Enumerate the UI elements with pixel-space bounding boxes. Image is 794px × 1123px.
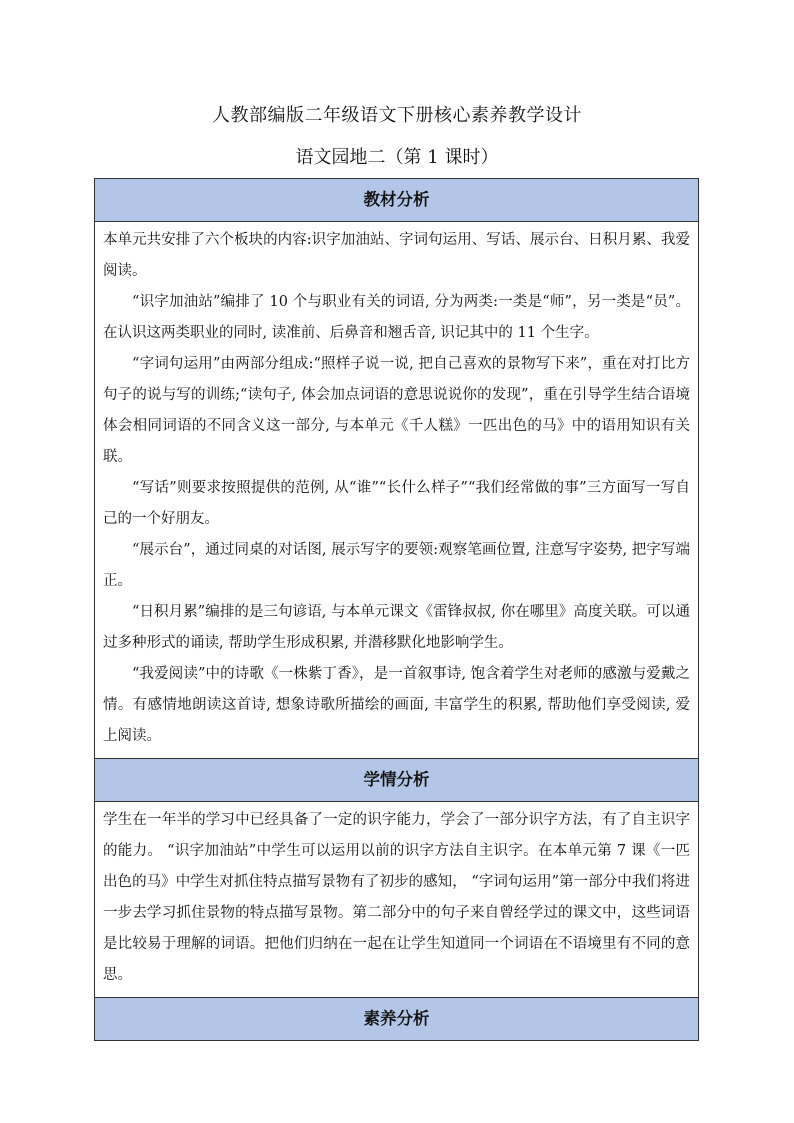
section-body-material (95, 222, 698, 759)
material-paragraph: 本单元共安排了六个板块的内容:识字加油站、字词句运用、写话、展示台、日积月累、我爱阅读。 (103, 232, 690, 279)
material-paragraph: “识字加油站”编排了 10 个与职业有关的词语, 分为两类:一类是“师”，另一类是“员”。在认识这两类职业的同时, 读准前、后鼻音和翘舌音, 识记其中的 11 个生字。 (103, 294, 690, 341)
section-header-literacy: 素养分析 (95, 998, 698, 1040)
lesson-table (94, 178, 699, 1041)
section-header-material: 教材分析 (95, 179, 698, 222)
learner-paragraph: 学生在一年半的学习中已经具备了一定的识字能力，学会了一部分识字方法，有了自主识字的能力。 “识字加油站”中学生可以运用以前的识字方法自主识字。在本单元第 7 课《一匹出色的马》中学生对抓住特点描写景物有了初步的感知， “字词句运用”第一部分中我们将进一步去学习抓住景物的特点描写景物。第二部分中的句子来自曾经学过的课文中，这些词语是比较易于理解的词语。把他们归纳在一起在让学生知道同一个词语在不语境里有不同的意思。 (103, 812, 690, 983)
material-paragraph: “我爱阅读”中的诗歌《一株紫丁香》，是一首叙事诗, 饱含着学生对老师的感激与爱戴之情。有感情地朗读这首诗, 想象诗歌所描绘的画面, 丰富学生的积累, 帮助他们享受阅读, 爱上阅读。 (103, 666, 690, 744)
section-header-learner: 学情分析 (95, 759, 698, 802)
section-body-learner (95, 802, 698, 998)
document-title: 人教部编版二年级语文下册核心素养教学设计 (212, 105, 582, 126)
material-paragraph: “日积月累”编排的是三句谚语, 与本单元课文《雷锋叔叔, 你在哪里》高度关联。可以通过多种形式的诵读, 帮助学生形成积累, 并潜移默化地影响学生。 (103, 604, 690, 651)
material-paragraph: “展示台”，通过同桌的对话图, 展示写字的要领:观察笔画位置, 注意写字姿势, 把字写端正。 (103, 542, 690, 589)
material-paragraph: “字词句运用”由两部分组成:“照样子说一说, 把自己喜欢的景物写下来”，重在对打比方句子的说与写的训练;“读句子, 体会加点词语的意思说说你的发现”，重在引导学生结合语境体会相同词语的不同含义这一部分, 与本单元《千人糕》一匹出色的马》中的语用知识有关联。 (103, 356, 690, 465)
lesson-subtitle: 语文园地二（第 1 课时） (295, 147, 499, 168)
material-paragraph: “写话”则要求按照提供的范例, 从“谁”“长什么样子”“我们经常做的事”三方面写一写自己的一个好朋友。 (103, 480, 690, 527)
